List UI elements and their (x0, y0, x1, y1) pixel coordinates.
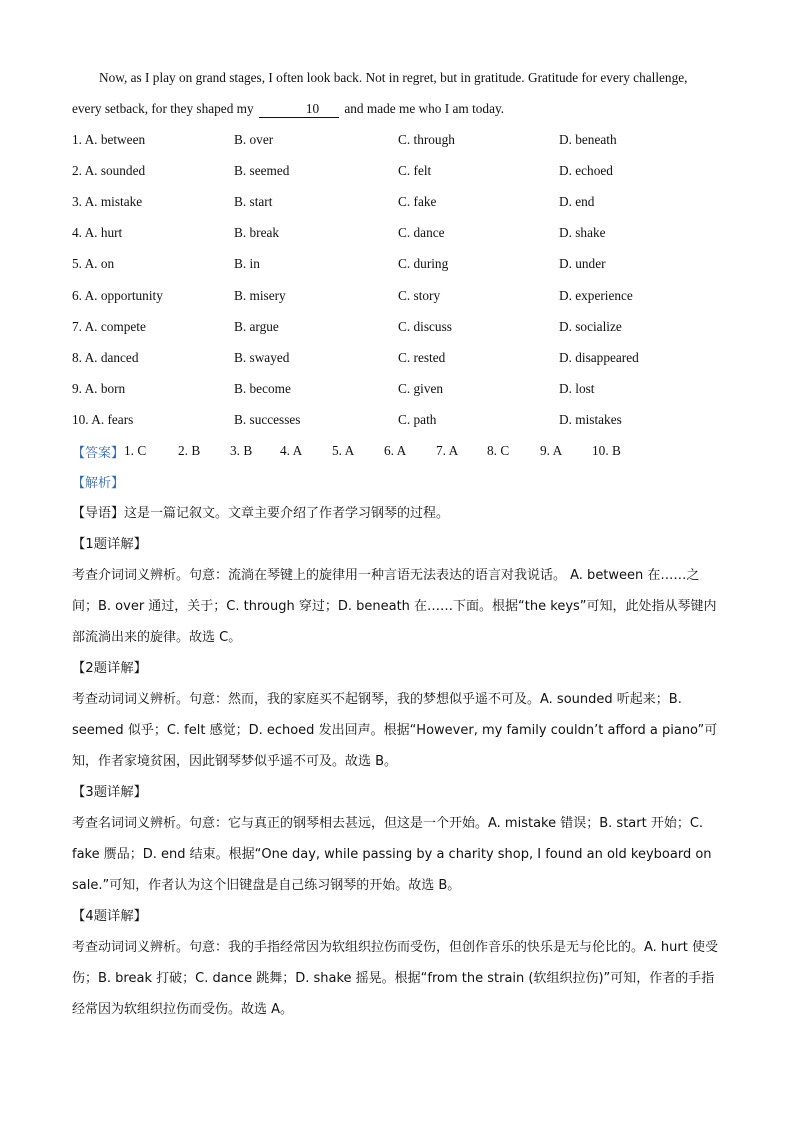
option-b: B. break (234, 225, 280, 241)
option-row (72, 249, 722, 280)
option-c: C. rested (398, 349, 446, 365)
option-a: 1. A. between (72, 131, 146, 147)
option-c: C. discuss (398, 318, 452, 334)
analysis-heading (72, 467, 722, 498)
option-row (72, 311, 722, 342)
answer-item: 7. A (436, 443, 459, 459)
option-row (72, 342, 722, 373)
option-d: D. beneath (559, 131, 617, 147)
option-row (72, 155, 722, 186)
answer-item: 10. B (592, 443, 621, 459)
option-d: D. echoed (559, 162, 613, 178)
option-c: C. fake (398, 193, 437, 209)
intro-tag: 【导语】 (72, 505, 125, 521)
option-d: D. lost (559, 381, 595, 397)
option-a: 9. A. born (72, 381, 126, 397)
option-b: B. swayed (234, 349, 290, 365)
detail-title-3: 【3题详解】 (72, 784, 147, 800)
option-d: D. shake (559, 225, 606, 241)
answer-item: 5. A (332, 443, 355, 459)
intro-paragraph (72, 498, 722, 529)
option-c: C. story (398, 287, 441, 303)
answer-item: 3. B (230, 443, 253, 459)
detail-title-2: 【2题详解】 (72, 660, 147, 676)
answer-item: 8. C (487, 443, 510, 459)
option-a: 7. A. compete (72, 318, 146, 334)
passage-paragraph (72, 62, 722, 124)
option-row (72, 374, 722, 405)
intro-text: 这是一篇记叙文。文章主要介绍了作者学习钢琴的过程。 (124, 505, 450, 521)
option-b: B. argue (234, 318, 279, 334)
option-a: 8. A. danced (72, 349, 139, 365)
option-d: D. disappeared (559, 349, 639, 365)
answer-item: 1. C (124, 443, 147, 459)
option-d: D. end (559, 193, 595, 209)
detail-title-4: 【4题详解】 (72, 908, 147, 924)
option-a: 6. A. opportunity (72, 287, 163, 303)
option-a: 3. A. mistake (72, 193, 143, 209)
options-list (72, 124, 722, 436)
option-c: C. through (398, 131, 455, 147)
option-b: B. seemed (234, 162, 290, 178)
option-c: C. during (398, 256, 449, 272)
option-a: 2. A. sounded (72, 162, 146, 178)
blank-10: 10 (259, 100, 339, 118)
detail-title-1: 【1题详解】 (72, 536, 147, 552)
option-b: B. become (234, 381, 291, 397)
answer-item: 9. A (540, 443, 563, 459)
option-row (72, 280, 722, 311)
detail-text-3: 考查名词词义辨析。句意：它与真正的钢琴相去甚远，但这是一个开始。A. mistake 错误；B. start 开始；C. fake 赝品；D. end 结束。根据“One day, while passing by a charity shop, I found an old keyboard on sale.”可知，作者认为这个旧键盘是自己练习钢琴的开始。故选 B。 (72, 815, 712, 893)
option-d: D. socialize (559, 318, 622, 334)
option-a: 4. A. hurt (72, 225, 123, 241)
option-a: 5. A. on (72, 256, 115, 272)
passage-line-2-end: and made me who I am today. (344, 101, 505, 116)
detail-text-4: 考查动词词义辨析。句意：我的手指经常因为软组织拉伤而受伤，但创作音乐的快乐是无与伦比的。A. hurt 使受伤；B. break 打破；C. dance 跳舞；D. shake 摇晃。根据“from the strain (软组织拉伤)”可知，作者的手指经常因为软组织拉伤而受伤。故选 A。 (72, 939, 718, 1017)
option-c: C. path (398, 412, 437, 428)
answer-tag: 【答案】 (72, 445, 125, 461)
detail-text-2: 考查动词词义辨析。句意：然而，我的家庭买不起钢琴，我的梦想似乎遥不可及。A. sounded 听起来；B. seemed 似乎；C. felt 感觉；D. echoed 发出回声。根据“However, my family couldn’t afford a piano”可知，作者家境贫困，因此钢琴梦似乎遥不可及。故选 B。 (72, 691, 718, 769)
answer-item: 2. B (178, 443, 201, 459)
analysis-tag: 【解析】 (72, 475, 125, 491)
option-c: C. felt (398, 162, 432, 178)
option-a: 10. A. fears (72, 412, 134, 428)
option-d: D. under (559, 256, 606, 272)
document-page (72, 62, 722, 1025)
passage-line-2-start: every setback, for they shaped my (72, 101, 254, 116)
option-row (72, 124, 722, 155)
option-b: B. start (234, 193, 273, 209)
option-d: D. experience (559, 287, 633, 303)
option-c: C. given (398, 381, 444, 397)
option-b: B. over (234, 131, 274, 147)
option-c: C. dance (398, 225, 445, 241)
answer-item: 6. A (384, 443, 407, 459)
option-b: B. successes (234, 412, 301, 428)
option-row (72, 405, 722, 436)
option-row (72, 218, 722, 249)
option-b: B. misery (234, 287, 286, 303)
option-d: D. mistakes (559, 412, 622, 428)
passage-line-1: Now, as I play on grand stages, I often look back. Not in regret, but in gratitude. Gratitude for every challenge, (99, 70, 688, 85)
answer-item: 4. A (280, 443, 303, 459)
option-row (72, 186, 722, 217)
option-b: B. in (234, 256, 260, 272)
detail-text-1: 考查介词词义辨析。句意：流淌在琴键上的旋律用一种言语无法表达的语言对我说话。 A. between 在……之间；B. over 通过，关于；C. through 穿过；D. beneath 在……下面。根据“the keys”可知，此处指从琴键内部流淌出来的旋律。故选 C。 (72, 567, 717, 645)
answer-key (72, 436, 722, 467)
